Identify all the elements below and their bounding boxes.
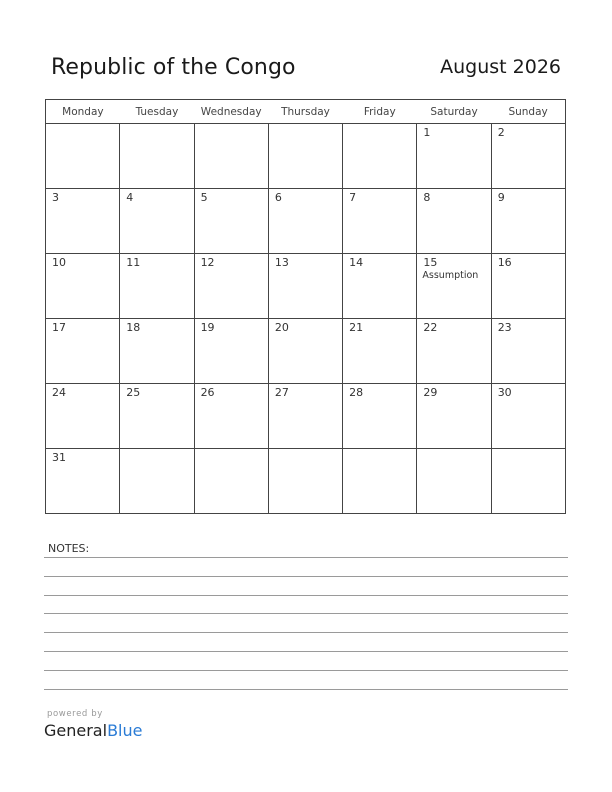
day-number: 7: [349, 191, 357, 204]
week-row: [46, 189, 566, 254]
day-number: 2: [497, 126, 505, 139]
day-number: 23: [497, 321, 512, 334]
day-number: 24: [52, 386, 66, 399]
brand-logo-general: General: [44, 721, 108, 740]
day-cell: [120, 189, 194, 254]
day-cell: [46, 449, 120, 514]
day-cell: [343, 254, 417, 319]
week-row: [46, 124, 566, 189]
day-cell: [268, 384, 342, 449]
weekday-header-row: [46, 100, 566, 124]
country-title: Republic of the Congo: [51, 55, 296, 80]
day-cell: [417, 189, 491, 254]
day-cell: [194, 449, 268, 514]
day-cell: [120, 124, 194, 189]
day-cell: [343, 319, 417, 384]
day-number: 17: [52, 321, 66, 334]
day-cell: [120, 384, 194, 449]
day-cell: [491, 384, 565, 449]
weekday-header: Monday: [46, 100, 120, 124]
day-number: 4: [126, 191, 134, 204]
day-number: 15: [423, 256, 438, 269]
day-number: 20: [274, 321, 289, 334]
weekday-header: Tuesday: [120, 100, 194, 124]
day-cell: [491, 189, 565, 254]
day-number: 21: [349, 321, 364, 334]
day-cell: [491, 449, 565, 514]
holiday-label: Assumption: [422, 270, 479, 281]
day-cell: [194, 254, 268, 319]
day-cell: [491, 124, 565, 189]
day-cell: [417, 319, 491, 384]
day-number: 18: [126, 321, 141, 334]
day-number: 29: [423, 386, 438, 399]
day-number: 12: [200, 256, 215, 269]
brand-logo-blue: Blue: [107, 721, 143, 740]
note-line: [44, 670, 568, 671]
note-line: [44, 613, 568, 614]
day-cell: [194, 124, 268, 189]
day-cell: [417, 254, 491, 319]
month-title: August 2026: [440, 56, 561, 78]
brand-logo: [44, 721, 142, 740]
weekday-header: Wednesday: [194, 100, 268, 124]
day-cell: [343, 449, 417, 514]
day-cell: [120, 319, 194, 384]
day-cell: [268, 189, 342, 254]
day-cell: [120, 254, 194, 319]
week-row: [46, 384, 566, 449]
day-number: 25: [126, 386, 141, 399]
note-line: [44, 689, 568, 690]
day-number: 27: [274, 386, 289, 399]
day-cell: [46, 124, 120, 189]
day-number: 14: [349, 256, 364, 269]
note-line: [44, 557, 568, 558]
day-cell: [194, 189, 268, 254]
day-number: 3: [52, 191, 59, 204]
day-number: 5: [200, 191, 208, 204]
powered-by-text: powered by: [47, 709, 103, 719]
weekday-header: Thursday: [268, 100, 342, 124]
day-number: 1: [423, 126, 431, 139]
week-row: [46, 319, 566, 384]
weekday-header: Friday: [343, 100, 417, 124]
day-number: 13: [274, 256, 289, 269]
day-cell: [268, 254, 342, 319]
day-cell: [46, 189, 120, 254]
day-cell: [343, 384, 417, 449]
day-number: 31: [52, 451, 66, 464]
day-cell: [194, 319, 268, 384]
week-row: [46, 254, 566, 319]
day-number: 30: [497, 386, 512, 399]
day-cell: [268, 319, 342, 384]
day-cell: [491, 319, 565, 384]
day-cell: [120, 449, 194, 514]
day-cell: [268, 124, 342, 189]
day-number: 22: [423, 321, 438, 334]
day-cell: [46, 254, 120, 319]
day-number: 16: [497, 256, 512, 269]
note-line: [44, 632, 568, 633]
day-cell: [417, 124, 491, 189]
weekday-header: Sunday: [491, 100, 565, 124]
notes-label: NOTES:: [48, 542, 90, 555]
day-cell: [417, 449, 491, 514]
day-number: 11: [126, 256, 141, 269]
day-number: 10: [52, 256, 66, 269]
weekday-header: Saturday: [417, 100, 491, 124]
day-number: 8: [423, 191, 431, 204]
day-cell: [343, 189, 417, 254]
day-cell: [46, 384, 120, 449]
day-cell: [417, 384, 491, 449]
day-number: 9: [497, 191, 505, 204]
week-row: [46, 449, 566, 514]
note-line: [44, 576, 568, 577]
day-number: 19: [200, 321, 215, 334]
day-cell: [194, 384, 268, 449]
day-number: 26: [200, 386, 215, 399]
day-cell: [46, 319, 120, 384]
day-cell: [343, 124, 417, 189]
note-line: [44, 595, 568, 596]
day-cell: [491, 254, 565, 319]
day-number: 28: [349, 386, 364, 399]
calendar-grid: [45, 99, 566, 514]
day-number: 6: [274, 191, 282, 204]
day-cell: [268, 449, 342, 514]
note-line: [44, 651, 568, 652]
